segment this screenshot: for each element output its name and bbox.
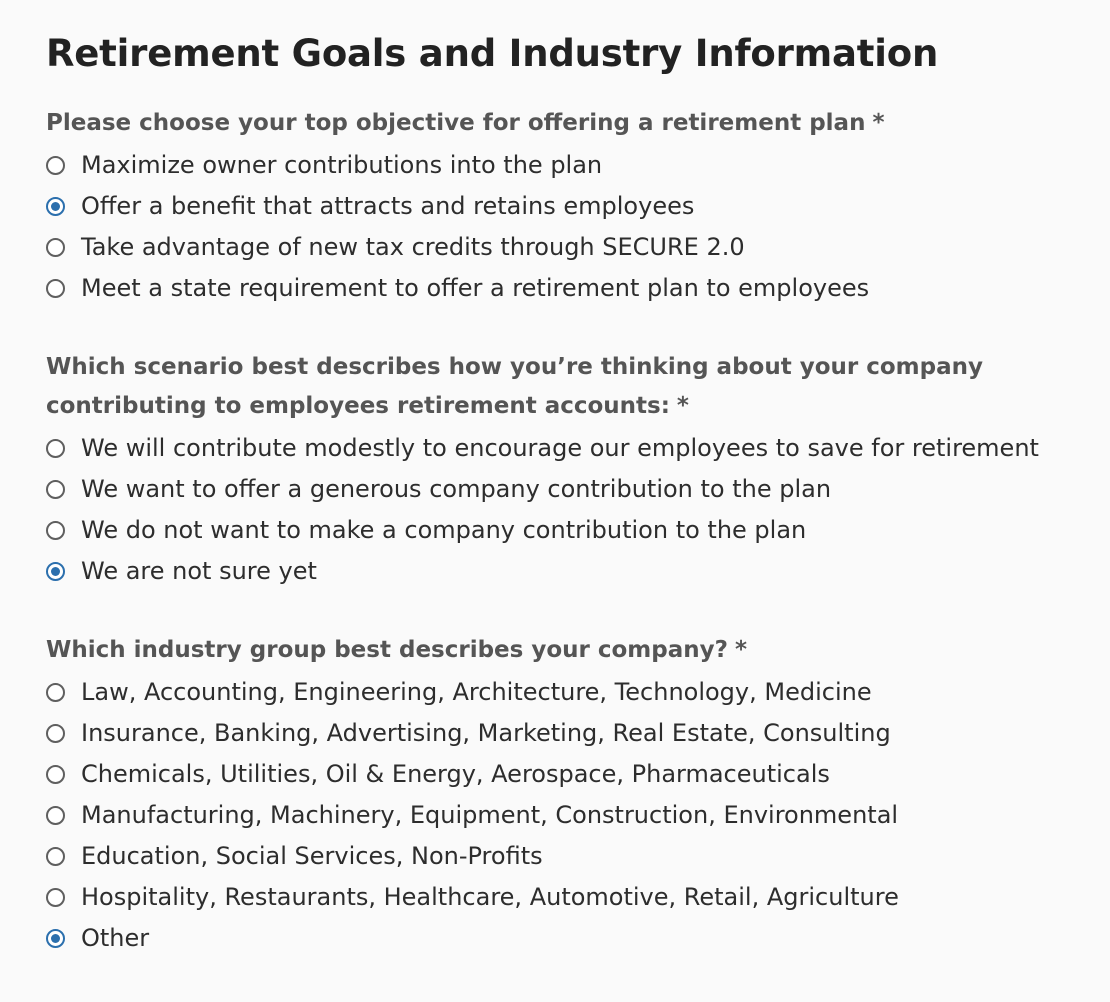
radio-option-label: Law, Accounting, Engineering, Architecture, Technology, Medicine: [81, 678, 872, 706]
radio-option-education-social-services[interactable]: [46, 836, 1110, 877]
radio-option-law-accounting[interactable]: [46, 672, 1110, 713]
radio-option-label: Hospitality, Restaurants, Healthcare, Automotive, Retail, Agriculture: [81, 883, 899, 911]
radio-option-label: We will contribute modestly to encourage our employees to save for retirement: [81, 434, 1039, 462]
radio-option-other[interactable]: [46, 918, 1110, 959]
required-marker: *: [676, 393, 689, 419]
radio-option-label: Take advantage of new tax credits through SECURE 2.0: [81, 233, 745, 261]
radio-button-icon[interactable]: [46, 521, 65, 540]
radio-button-icon[interactable]: [46, 724, 65, 743]
question-label: Which industry group best describes your company? *: [46, 637, 747, 663]
required-marker: *: [734, 637, 747, 663]
radio-option-chemicals-utilities[interactable]: [46, 754, 1110, 795]
radio-option-secure-tax-credits[interactable]: [46, 227, 1110, 268]
radio-option-label: Education, Social Services, Non-Profits: [81, 842, 543, 870]
radio-option-label: We do not want to make a company contribution to the plan: [81, 516, 807, 544]
radio-option-attract-retain-employees[interactable]: [46, 186, 1110, 227]
radio-option-state-requirement[interactable]: [46, 268, 1110, 309]
radio-button-icon[interactable]: [46, 156, 65, 175]
question-label: Which scenario best describes how you’re thinking about your company contributing to employees retirement accounts: *: [46, 354, 983, 419]
question-label: Please choose your top objective for offering a retirement plan *: [46, 110, 885, 136]
radio-group-industry-group: [46, 672, 1110, 959]
radio-option-label: Meet a state requirement to offer a retirement plan to employees: [81, 274, 870, 302]
radio-option-not-sure[interactable]: [46, 551, 1110, 592]
radio-option-label: Manufacturing, Machinery, Equipment, Construction, Environmental: [81, 801, 899, 829]
radio-button-icon[interactable]: [46, 847, 65, 866]
radio-button-icon[interactable]: [46, 439, 65, 458]
radio-button-icon[interactable]: [46, 929, 65, 948]
radio-button-icon[interactable]: [46, 683, 65, 702]
radio-option-generous-contribution[interactable]: [46, 469, 1110, 510]
radio-group-contribution-scenario: [46, 428, 1110, 592]
radio-option-insurance-banking[interactable]: [46, 713, 1110, 754]
radio-button-icon[interactable]: [46, 279, 65, 298]
radio-option-label: Other: [81, 924, 150, 952]
radio-option-manufacturing-machinery[interactable]: [46, 795, 1110, 836]
radio-option-maximize-owner-contributions[interactable]: [46, 145, 1110, 186]
radio-button-icon[interactable]: [46, 806, 65, 825]
radio-option-label: Maximize owner contributions into the plan: [81, 151, 603, 179]
radio-group-top-objective: [46, 145, 1110, 309]
radio-option-label: Offer a benefit that attracts and retains employees: [81, 192, 695, 220]
radio-option-hospitality-restaurants[interactable]: [46, 877, 1110, 918]
question-contribution-scenario: [46, 348, 1110, 592]
radio-button-icon[interactable]: [46, 765, 65, 784]
radio-option-label: Chemicals, Utilities, Oil & Energy, Aerospace, Pharmaceuticals: [81, 760, 830, 788]
required-marker: *: [872, 110, 885, 136]
radio-option-label: We want to offer a generous company contribution to the plan: [81, 475, 832, 503]
page-title: Retirement Goals and Industry Information: [46, 32, 939, 75]
radio-button-icon[interactable]: [46, 888, 65, 907]
radio-button-icon[interactable]: [46, 480, 65, 499]
radio-button-icon[interactable]: [46, 562, 65, 581]
radio-option-contribute-modestly[interactable]: [46, 428, 1110, 469]
question-industry-group: [46, 631, 1110, 959]
radio-button-icon[interactable]: [46, 238, 65, 257]
question-top-objective: [46, 104, 1110, 309]
radio-option-no-contribution[interactable]: [46, 510, 1110, 551]
radio-option-label: Insurance, Banking, Advertising, Marketing, Real Estate, Consulting: [81, 719, 891, 747]
radio-option-label: We are not sure yet: [81, 557, 317, 585]
radio-button-icon[interactable]: [46, 197, 65, 216]
